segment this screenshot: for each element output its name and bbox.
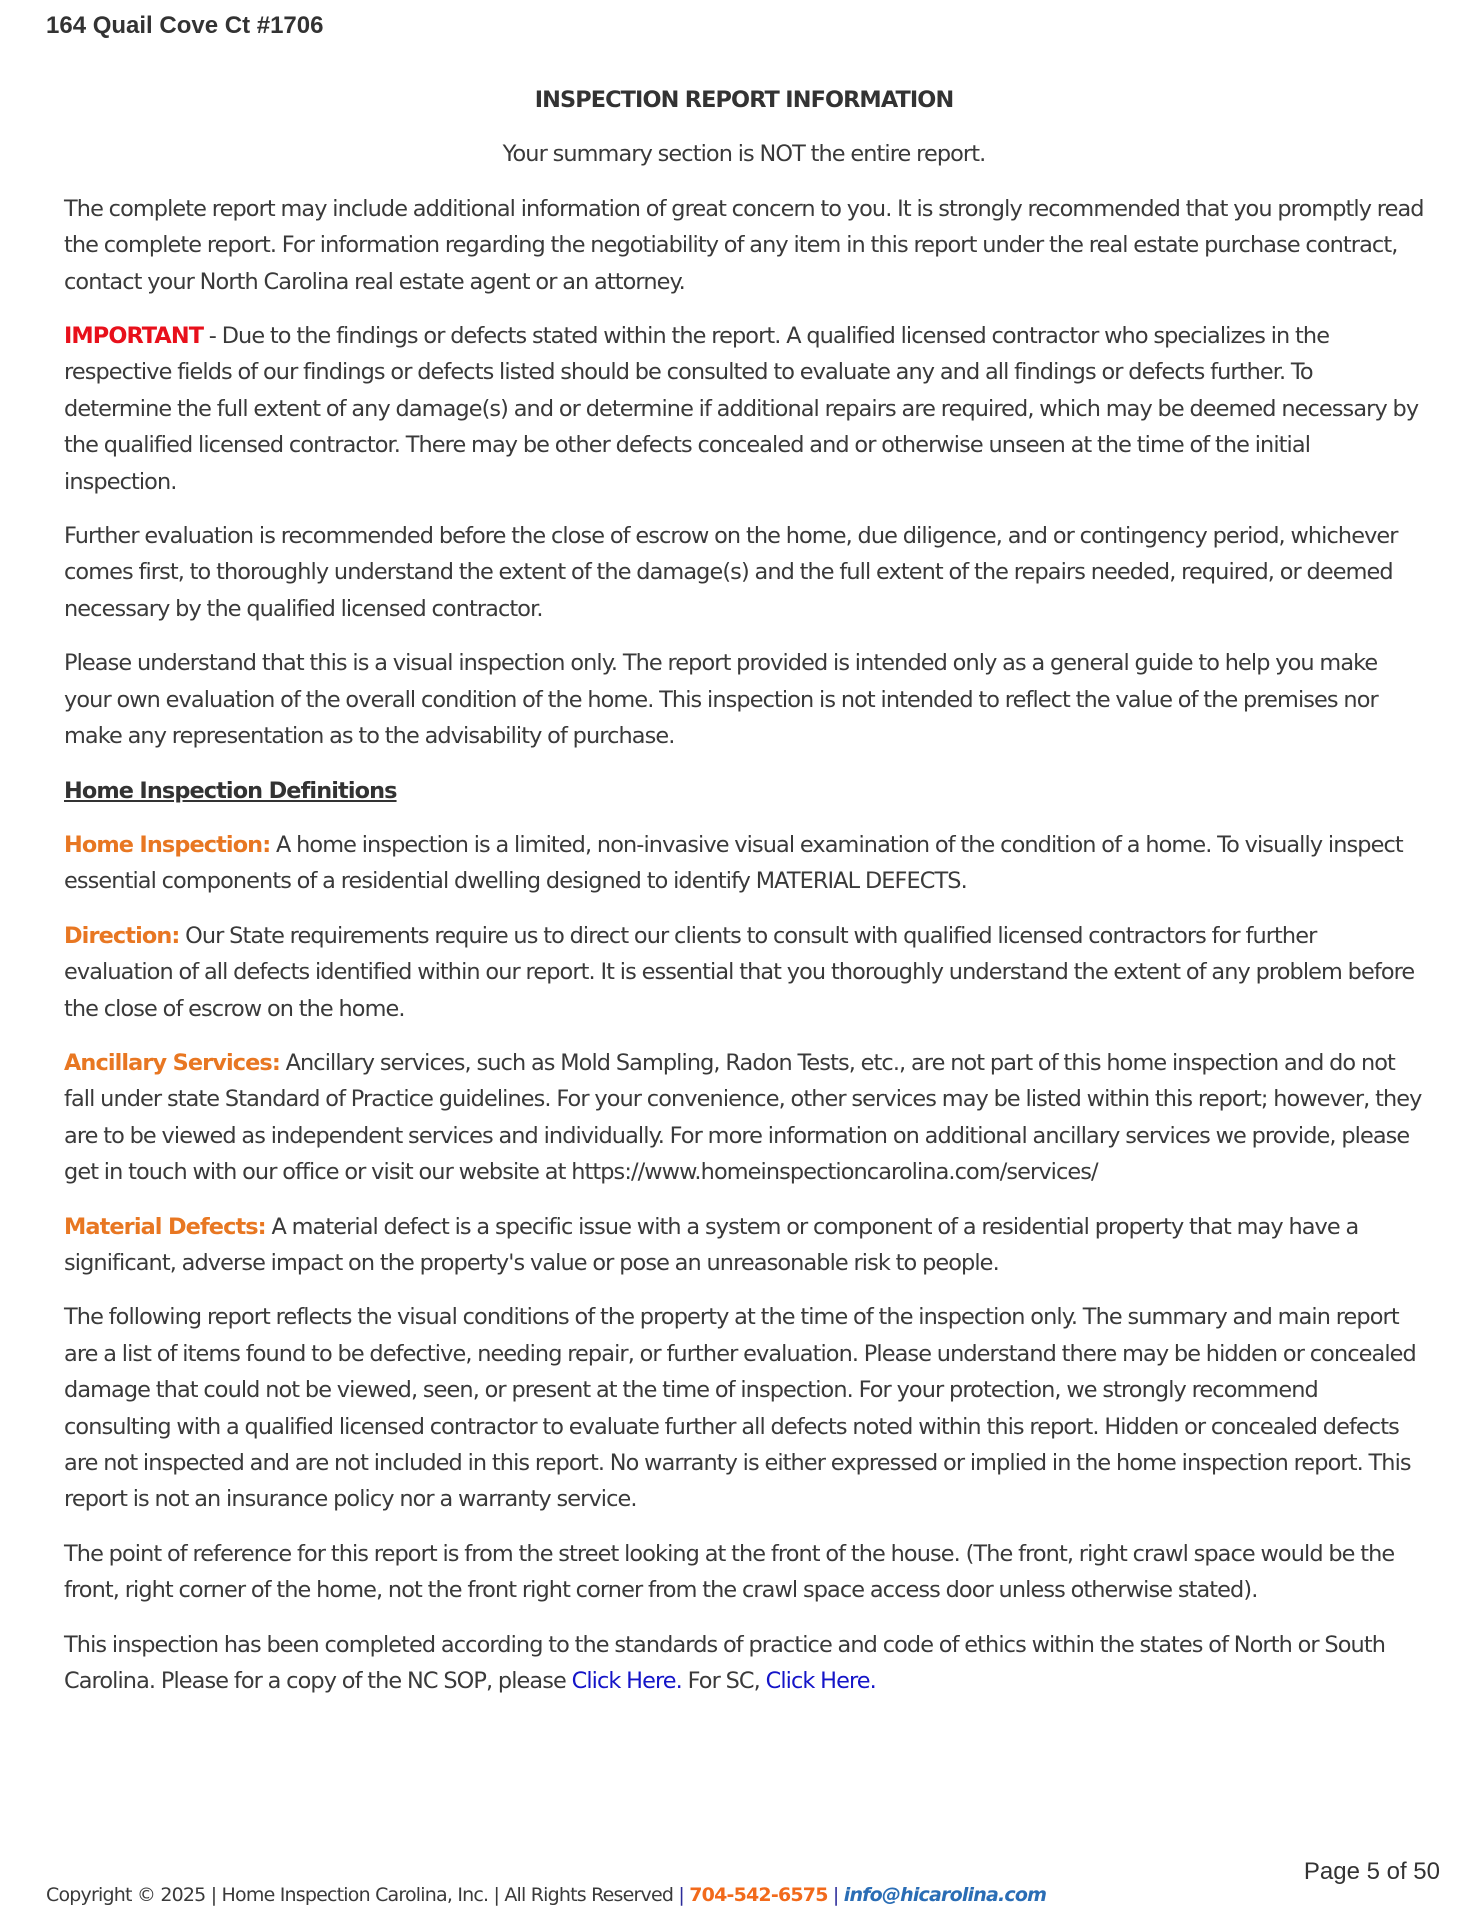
definition-term: Ancillary Services: — [64, 1049, 280, 1076]
property-address: 164 Quail Cove Ct #1706 — [46, 12, 324, 39]
page-number: Page 5 of 50 — [1303, 1858, 1440, 1885]
definition-material-defects — [64, 1209, 1424, 1282]
definition-term: Home Inspection: — [64, 831, 271, 858]
important-paragraph — [64, 318, 1424, 500]
section-title: INSPECTION REPORT INFORMATION — [534, 87, 954, 113]
definitions-heading: Home Inspection Definitions — [64, 777, 397, 804]
intro-paragraph: The complete report may include additional information of great concern to you. It is strongly recommended that you promptly read the complete report. For information regarding the negotiability of any item in this report under the real estate purchase contract, contact your North Carolina real estate agent or an attorney. — [64, 195, 1424, 295]
important-text: - Due to the findings or defects stated within the report. A qualified licensed contractor who specializes in the respective fields of our findings or defects listed should be consulted to evaluate any and all findings or defects further. To determine the full extent of any damage(s) and or determine if additional repairs are required, which may be deemed necessary by the qualified licensed contractor. There may be other defects concealed and or otherwise unseen at the time of the initial inspection. — [64, 323, 1419, 495]
definition-text: Ancillary services, such as Mold Sampling, Radon Tests, etc., are not part of this home inspection and do not fall under state Standard of Practice guidelines. For your convenience, other services may be listed within this report; however, they are to be viewed as independent services and individually. For more information on additional ancillary services we provide, please get in touch with our office or visit our website at https://www.homeinspectioncarolina.com/services/ — [64, 1049, 1422, 1186]
important-label: IMPORTANT — [64, 323, 204, 350]
point-of-reference-paragraph: The point of reference for this report is from the street looking at the front of the house. (The front, right crawl space would be the front, right corner of the home, not the front right corner from the crawl space access door unless otherwise stated). — [64, 1540, 1395, 1604]
further-evaluation-paragraph: Further evaluation is recommended before the close of escrow on the home, due diligence, and or contingency period, whichever comes first, to thoroughly understand the extent of the damage(s) and the full extent of the repairs needed, required, or deemed necessary by the qualified licensed contractor. — [64, 523, 1398, 622]
copyright-text: Copyright © 2025 | Home Inspection Carolina, Inc. | All Rights Reserved — [46, 1884, 679, 1906]
definition-term: Material Defects: — [64, 1213, 266, 1240]
footer-separator: | — [678, 1884, 684, 1906]
footer-separator: | — [832, 1884, 839, 1906]
footer-phone[interactable]: 704-542-6575 — [689, 1884, 828, 1906]
definition-text: Our State requirements require us to direct our clients to consult with qualified licensed contractors for further evaluation of all defects identified within our report. It is essential that you thoroughly understand the extent of any problem before the close of escrow on the home. — [64, 922, 1415, 1022]
nc-sop-link[interactable]: Click Here. — [571, 1668, 682, 1695]
section-subtitle: Your summary section is NOT the entire report. — [502, 141, 986, 168]
sop-paragraph: This inspection has been completed according to the standards of practice and code of ethics within the states of North or South Carolina. Please for a copy of the NC SOP, please Click Here. For SC, Click Here. — [64, 1631, 1385, 1695]
definition-term: Direction: — [64, 922, 180, 949]
visual-only-paragraph: Please understand that this is a visual inspection only. The report provided is intended only as a general guide to help you make your own evaluation of the overall condition of the home. This inspection is not intended to reflect the value of the premises nor make any representation as to the advisability of purchase. — [64, 650, 1378, 750]
page-footer — [46, 1884, 1046, 1906]
definition-home-inspection — [64, 827, 1424, 900]
definition-ancillary-services — [64, 1045, 1424, 1191]
definition-direction — [64, 918, 1424, 1027]
sc-sop-link[interactable]: Click Here. — [765, 1668, 876, 1695]
footer-email[interactable]: info@hicarolina.com — [843, 1884, 1047, 1906]
report-content — [64, 82, 1424, 1717]
definition-text: A material defect is a specific issue with a system or component of a residential property that may have a significant, adverse impact on the property's value or pose an unreasonable risk to people. — [64, 1213, 1359, 1276]
visual-conditions-paragraph: The following report reflects the visual conditions of the property at the time of the inspection only. The summary and main report are a list of items found to be defective, needing repair, or further evaluation. Please understand there may be hidden or concealed damage that could not be viewed, seen, or present at the time of inspection. For your protection, we strongly recommend consulting with a qualified licensed contractor to evaluate further all defects noted within this report. Hidden or concealed defects are not inspected and are not included in this report. No warranty is either expressed or implied in the home inspection report. This report is not an insurance policy nor a warranty service. — [64, 1304, 1416, 1513]
definition-text: A home inspection is a limited, non-invasive visual examination of the condition of a home. To visually inspect essential components of a residential dwelling designed to identify MATERIAL DEFECTS. — [64, 831, 1403, 895]
